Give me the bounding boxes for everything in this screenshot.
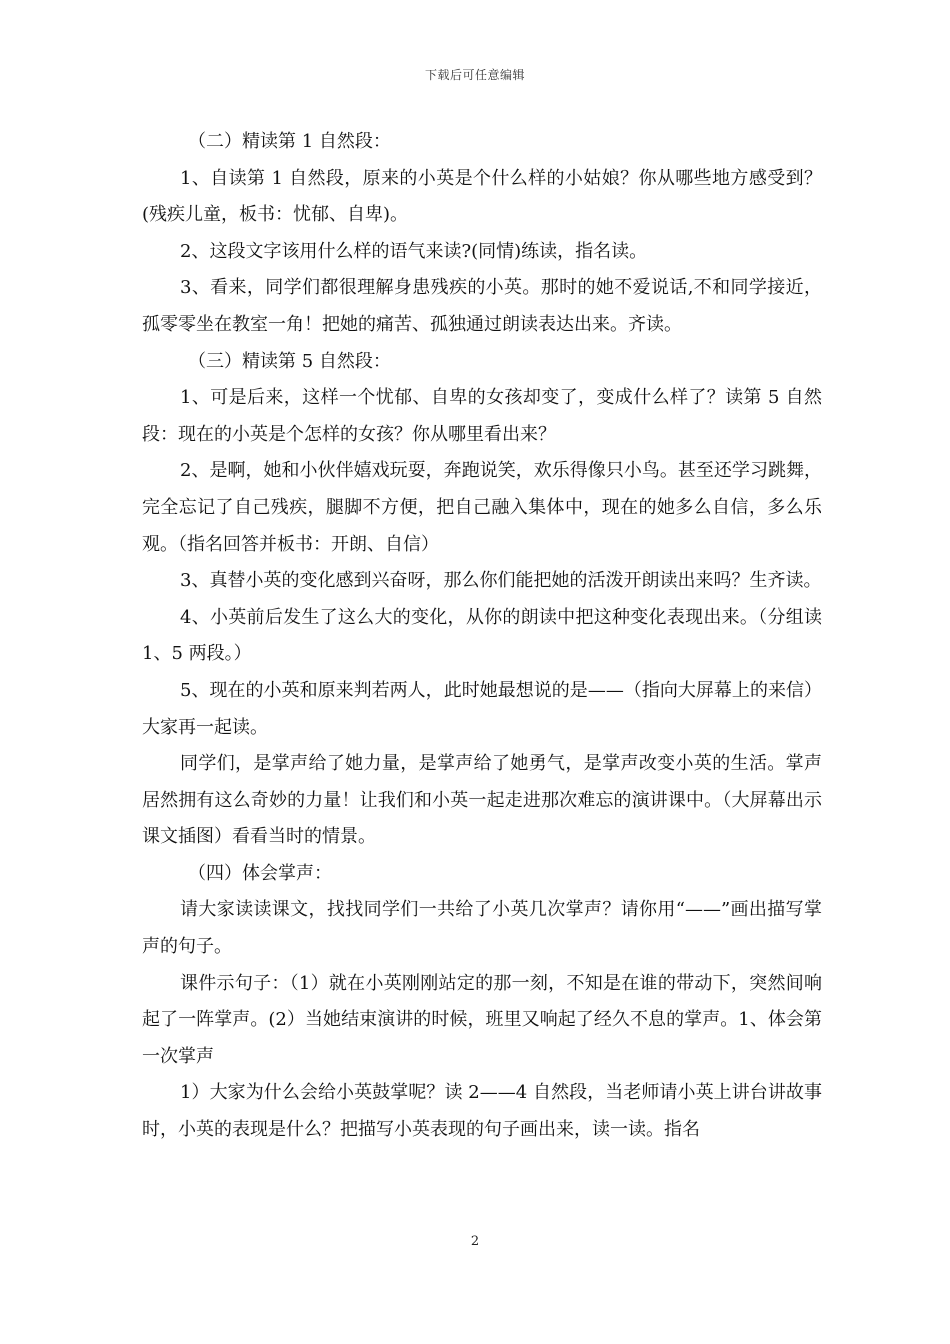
- section-heading-3: （三）精读第 5 自然段：: [188, 350, 391, 372]
- paragraph: 1、自读第 1 自然段，原来的小英是个什么样的小姑娘？你从哪些地方感受到？(残疾儿童，板书：忧郁、自卑)。: [142, 167, 822, 226]
- paragraph: 请大家读读课文，找找同学们一共给了小英几次掌声？请你用“——”画出描写掌声的句子。: [142, 899, 822, 958]
- paragraph: 2、这段文字该用什么样的语气来读?(同情)练读，指名读。: [180, 240, 648, 262]
- paragraph: 4、小英前后发生了这么大的变化，从你的朗读中把这种变化表现出来。（分组读 1、5 两段。）: [142, 606, 822, 665]
- section-heading-2: （二）精读第 1 自然段：: [188, 131, 391, 152]
- paragraph: 3、真替小英的变化感到兴奋呀，那么你们能把她的活泼开朗读出来吗？生齐读。: [180, 570, 822, 592]
- section-heading-4: （四）体会掌声：: [188, 862, 332, 884]
- paragraph: 1）大家为什么会给小英鼓掌呢？读 2——4 自然段，当老师请小英上讲台讲故事时，小英的表现是什么？把描写小英表现的句子画出来，读一读。指名: [142, 1082, 822, 1141]
- paragraph: 5、现在的小英和原来判若两人，此时她最想说的是——（指向大屏幕上的来信）大家再一起读。: [142, 679, 822, 738]
- paragraph: 课件示句子：（1）就在小英刚刚站定的那一刻，不知是在谁的带动下，突然间响起了一阵掌声。(2）当她结束演讲的时候，班里又响起了经久不息的掌声。1、体会第一次掌声: [142, 972, 822, 1067]
- page-header: 下载后可任意编辑: [424, 68, 525, 82]
- paragraph: 3、看来，同学们都很理解身患残疾的小英。那时的她不爱说话,不和同学接近，孤零零坐在教室一角！把她的痛苦、孤独通过朗读表达出来。齐读。: [142, 277, 822, 335]
- paragraph: 2、是啊，她和小伙伴嬉戏玩耍，奔跑说笑，欢乐得像只小鸟。甚至还学习跳舞，完全忘记了自己残疾，腿脚不方便，把自己融入集体中，现在的她多么自信，多么乐观。（指名回答并板书：开朗、自信）: [142, 460, 822, 555]
- paragraph: 1、可是后来，这样一个忧郁、自卑的女孩却变了，变成什么样了？读第 5 自然段：现在的小英是个怎样的女孩？你从哪里看出来？: [142, 387, 822, 445]
- document-body: [142, 124, 822, 1149]
- page-number: 2: [470, 1234, 480, 1249]
- paragraph: 同学们，是掌声给了她力量，是掌声给了她勇气，是掌声改变小英的生活。掌声居然拥有这么奇妙的力量！让我们和小英一起走进那次难忘的演讲课中。（大屏幕出示课文插图）看看当时的情景。: [142, 753, 822, 848]
